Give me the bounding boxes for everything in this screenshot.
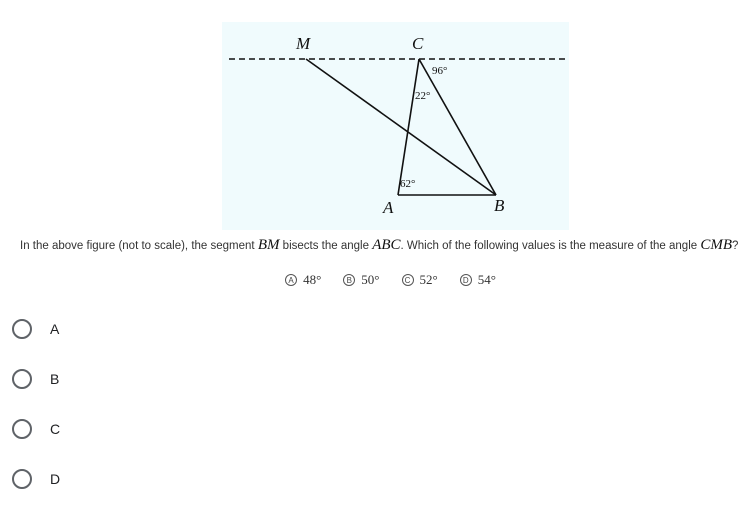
radio-button-d[interactable] — [12, 469, 32, 489]
option-d[interactable] — [12, 466, 60, 491]
choice-letter-d: D — [460, 274, 472, 286]
choice-letter-c: C — [402, 274, 414, 286]
question-mid: bisects the angle — [279, 240, 373, 252]
option-label-d: D — [50, 470, 61, 487]
radio-button-c[interactable] — [12, 419, 32, 439]
option-b[interactable] — [12, 366, 60, 391]
angle-label-a: 62° — [400, 178, 416, 190]
option-label-c: C — [50, 420, 61, 437]
math-angle-cmb: CMB — [700, 237, 733, 253]
option-label-b: B — [50, 370, 60, 387]
choice-value-b: 50° — [361, 272, 380, 287]
inline-choice-b — [343, 272, 379, 288]
question-mid2: . Which of the following values is the measure of the angle — [400, 240, 701, 252]
question-prefix: In the above figure (not to scale), the segment — [20, 240, 258, 252]
radio-button-b[interactable] — [12, 369, 32, 389]
inline-answer-choices — [0, 272, 745, 288]
answer-options — [12, 316, 60, 516]
option-c[interactable] — [12, 416, 60, 441]
inline-choice-a — [285, 272, 321, 288]
point-label-c: C — [412, 34, 424, 53]
angle-label-c-right: 96° — [432, 65, 448, 77]
choice-value-c: 52° — [419, 272, 438, 287]
math-angle-abc: ABC — [372, 237, 401, 253]
question-suffix: ? — [732, 240, 739, 252]
choice-letter-b: B — [343, 274, 355, 286]
choice-value-a: 48° — [303, 272, 322, 287]
option-label-a: A — [50, 320, 60, 337]
radio-button-a[interactable] — [12, 319, 32, 339]
segment-cb — [419, 59, 496, 195]
inline-choice-c — [402, 272, 438, 288]
choice-value-d: 54° — [477, 272, 496, 287]
angle-label-c-left: 22° — [415, 90, 431, 102]
geometry-figure — [222, 22, 569, 230]
point-label-b: B — [494, 196, 505, 215]
point-label-a: A — [383, 198, 394, 217]
choice-letter-a: A — [285, 274, 297, 286]
option-a[interactable] — [12, 316, 60, 341]
inline-choice-d — [460, 272, 496, 288]
figure-svg — [222, 22, 569, 230]
point-label-m: M — [296, 34, 311, 53]
math-segment-bm: BM — [257, 237, 280, 253]
question-text — [20, 237, 745, 254]
